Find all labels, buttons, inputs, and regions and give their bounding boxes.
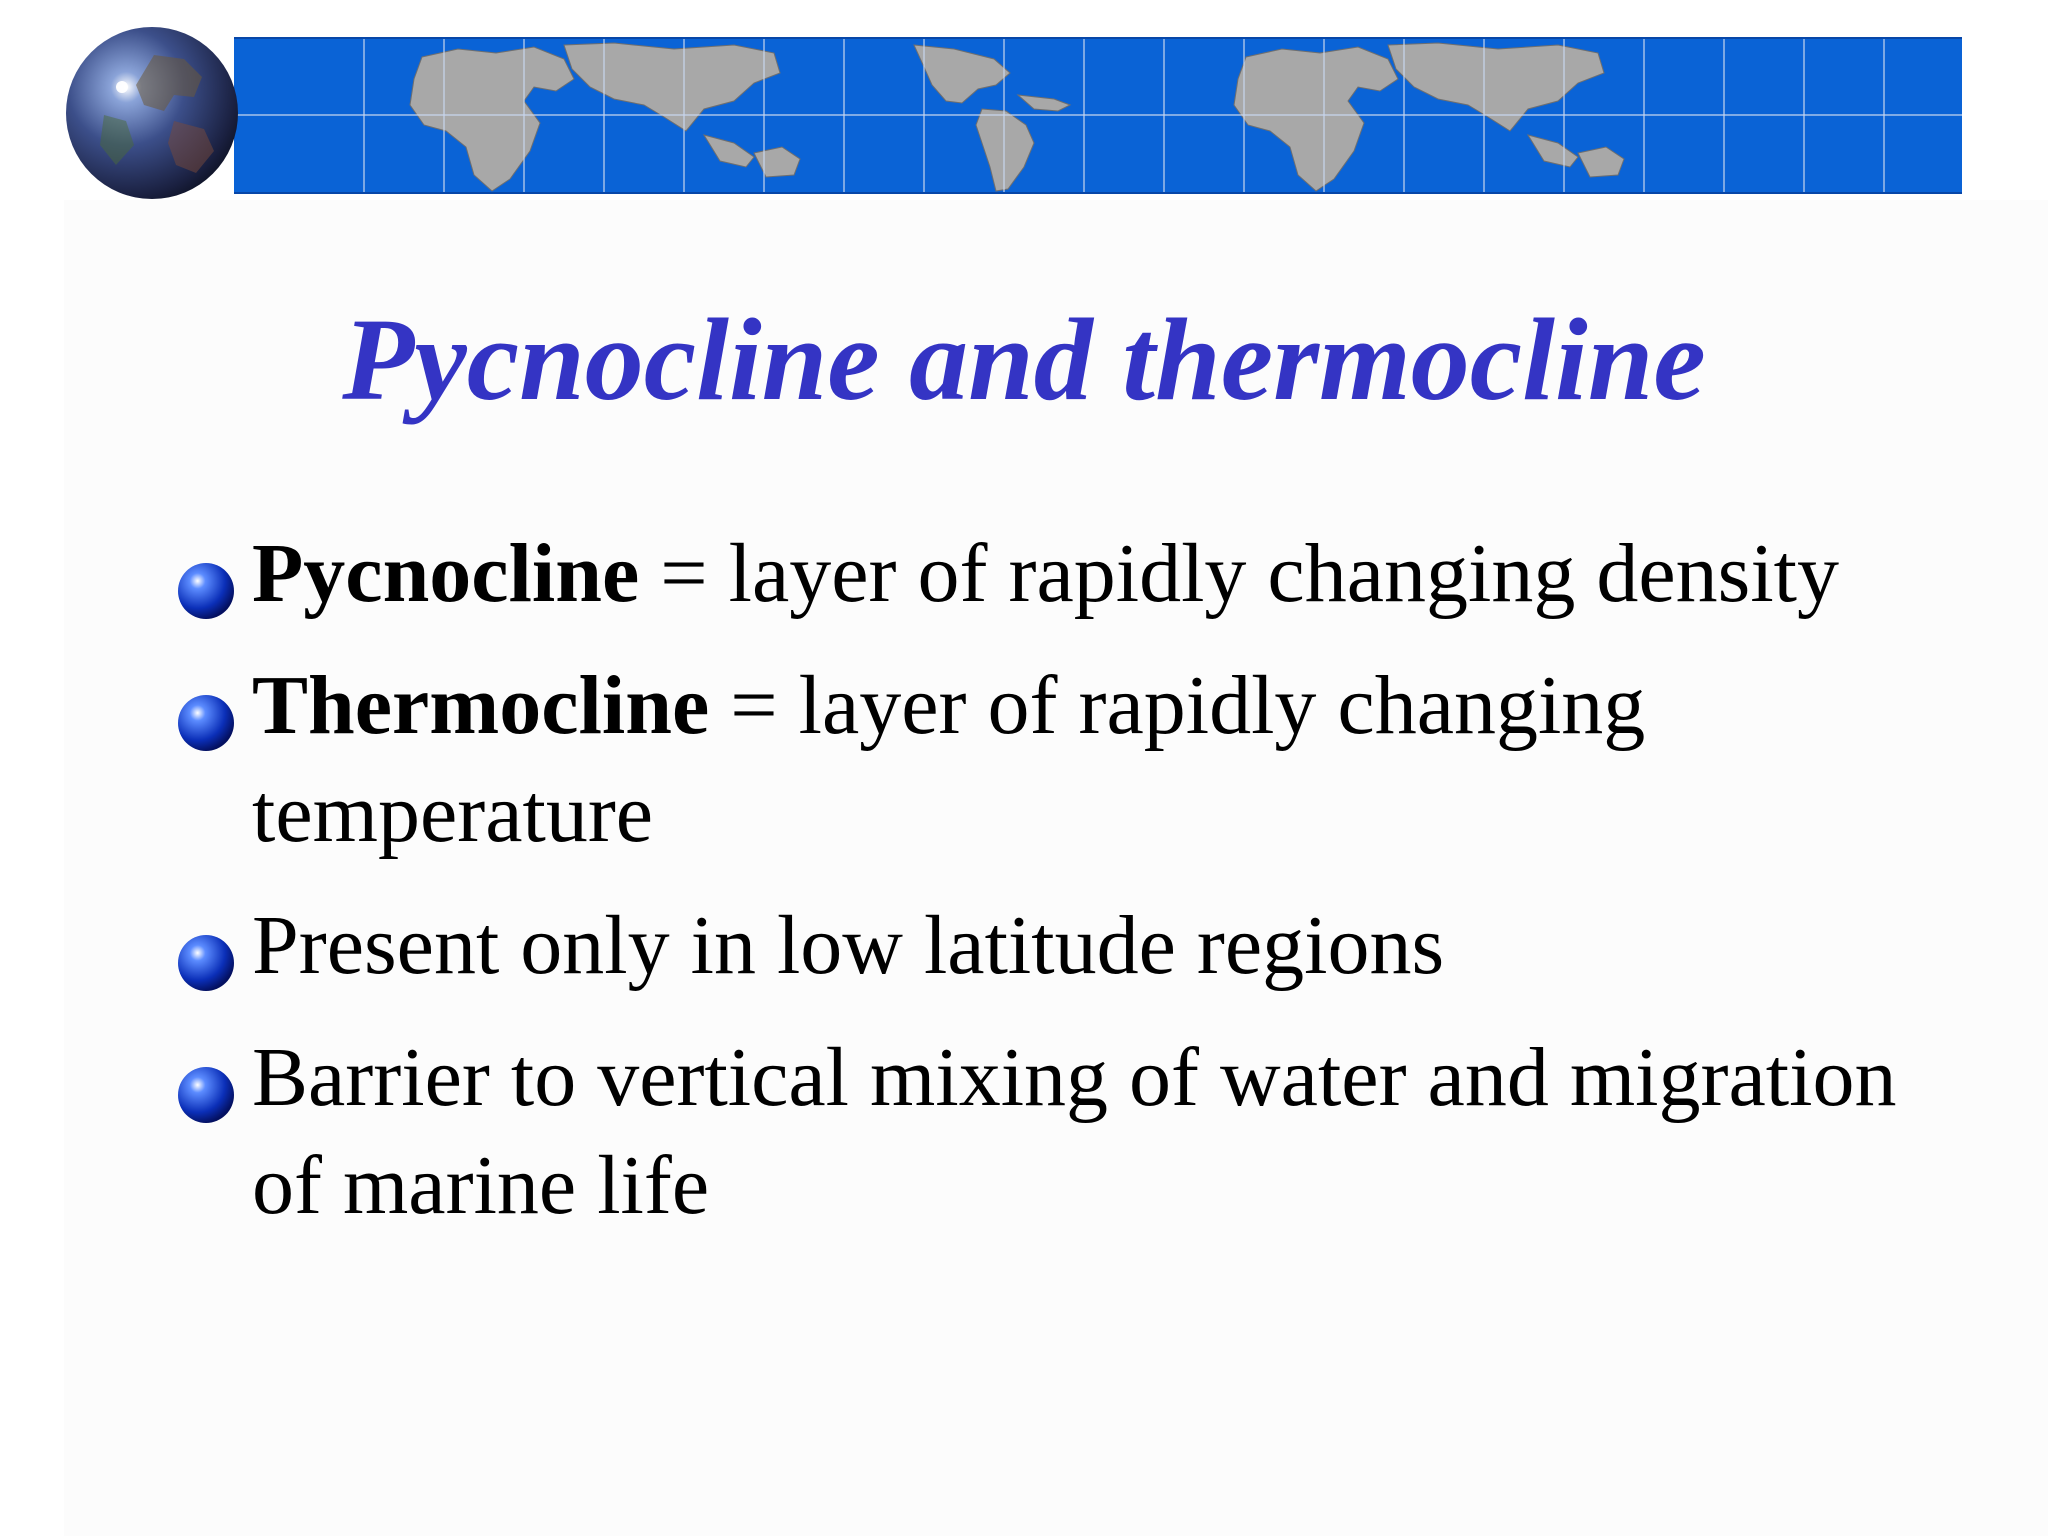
bullet-term: Pycnocline	[252, 527, 640, 620]
world-map-banner	[234, 37, 1962, 194]
bullet-text: = layer of rapidly changing temperature	[252, 659, 1646, 860]
bullet-item	[174, 652, 1974, 868]
bullet-item	[174, 1024, 1974, 1240]
bullet-text: = layer of rapidly changing density	[639, 527, 1839, 620]
bullet-item	[174, 892, 1974, 1000]
bullet-text: Barrier to vertical mixing of water and migration of marine life	[252, 1031, 1897, 1232]
globe-icon	[64, 25, 240, 201]
bullet-text: Present only in low latitude regions	[252, 899, 1445, 992]
blue-sphere-bullet-icon	[174, 542, 238, 606]
blue-sphere-bullet-icon	[174, 914, 238, 978]
bullet-term: Thermocline	[252, 659, 710, 752]
slide-title: Pycnocline and thermocline	[342, 294, 1706, 425]
bullet-list	[174, 520, 1974, 1264]
blue-sphere-bullet-icon	[174, 674, 238, 738]
blue-sphere-bullet-icon	[174, 1046, 238, 1110]
bullet-item	[174, 520, 1974, 628]
